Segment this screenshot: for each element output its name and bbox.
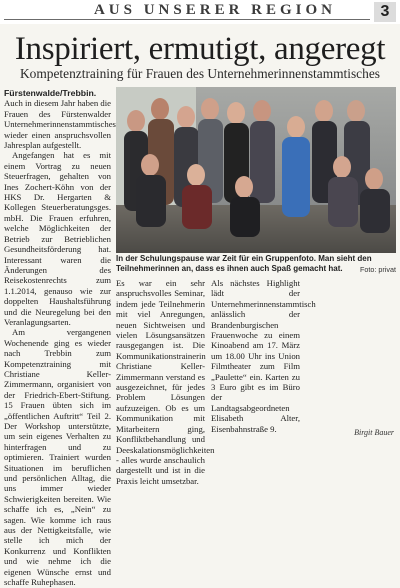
article-column-4: [305, 278, 396, 438]
photo-caption: In der Schulungspause war Zeit für ein Gruppenfoto. Man sieht den Teilnehmerinnen an, dass es ihnen auch Spaß gemacht hat.: [116, 254, 372, 273]
article-dateline: Fürstenwalde/Trebbin.: [4, 88, 97, 98]
article-headline: Inspiriert, ermutigt, angeregt: [14, 31, 386, 67]
section-title: AUS UNSERER REGION: [93, 2, 337, 18]
paragraph-text: Auch in diesem Jahr haben die Frauen des Fürstenwalder Unternehmerinnenstammtisches wieder einen anspruchsvollen Jahresplan aufgestellt.: [4, 98, 116, 151]
photo-credit: Foto: privat: [360, 265, 396, 274]
group-photo-illustration: [116, 87, 396, 253]
group-photo: [116, 87, 396, 253]
article-column-1: [4, 88, 116, 588]
article-subheadline: Kompetenztraining für Frauen des Unternehmerinnenstammtisches: [20, 66, 380, 81]
page-number: 3: [374, 2, 396, 22]
article-column-2: [116, 278, 215, 486]
article-paragraph-5: Als nächstes Highlight lädt der Unternehmerinnenstammtisch anlässlich der Brandenburgischen Frauenwoche zu einem Kinoabend am 17. März um 18.00 Uhr ins Union Filmtheater zum Film „Paulette“ ein. Karten zu 3 Euro gibt es im Büro der Landtagsabgeordneten Elisabeth Alter, Eisenbahnstraße 9.: [211, 278, 316, 434]
article-paragraph-3: Am vergangenen Wochenende ging es wieder nach Trebbin zum Kompetenztraining mit Christiane Keller-Zimmermann, organisiert von der Friedrich-Ebert-Stiftung. 15 Frauen übten sich im „öffentlichen Auftritt“ Teil 2. Der Workshop unterstützte, um sein eigenes Verhalten zu hinterfragen und zu optimieren. Trainiert wurden Situationen im beruflichen und persönlichen Alltag, die uns immer wieder Schwierigkeiten bereiten. Wie schaffe ich es, „Nein“ zu sagen. Wie komme ich raus aus der Nettigkeitsfalle, wie stelle ich mich der Konkurrenz und Konflikten und wie nehme ich die eigenen Wünsche ernst und schaffe Ruhephasen.: [4, 327, 111, 588]
article-column-3: [211, 278, 316, 438]
article-paragraph-4: Es war ein sehr anspruchsvolles Seminar, indem jede Teilnehmerin mit viel Anregungen, neuen Sichtweisen und vielen Lösungsansätzen rausgegangen ist. Die Kommunikationstrainerin Christiane Keller-Zimmermann verstand es ausgezeichnet, für jedes Problem Lösungen aufzuzeigen. Ob es um Kommunikation mit Mitarbeitern ging, Konfliktbehandlung und Deeskalationsmöglichkeiten - alles wurde anschaulich dargestellt und ist in die Praxis leicht umsetzbar.: [116, 278, 215, 486]
article-paragraph-1: [4, 88, 116, 151]
section-banner: [0, 0, 400, 24]
article-author: Birgit Bauer: [354, 428, 394, 437]
article-paragraph-2: Angefangen hat es mit einem Vortrag zu neuen Steuerfragen, gehalten von Ines Zochert-Köhn von der HKS Dr. Hergarten & Kollegen Steuerberatungsges. mbH. Die Frauen erfuhren, welche Möglichkeiten der Betrieb zur Betrieblichen Gesundheitsförderung hat. Interessant waren die Änderungen des Reisekostenrechts zum 1.1.2014, genauso wie zur doppelten Haushaltsführung und die Neuregelung bei den Veranlagungsarten.: [4, 150, 111, 327]
